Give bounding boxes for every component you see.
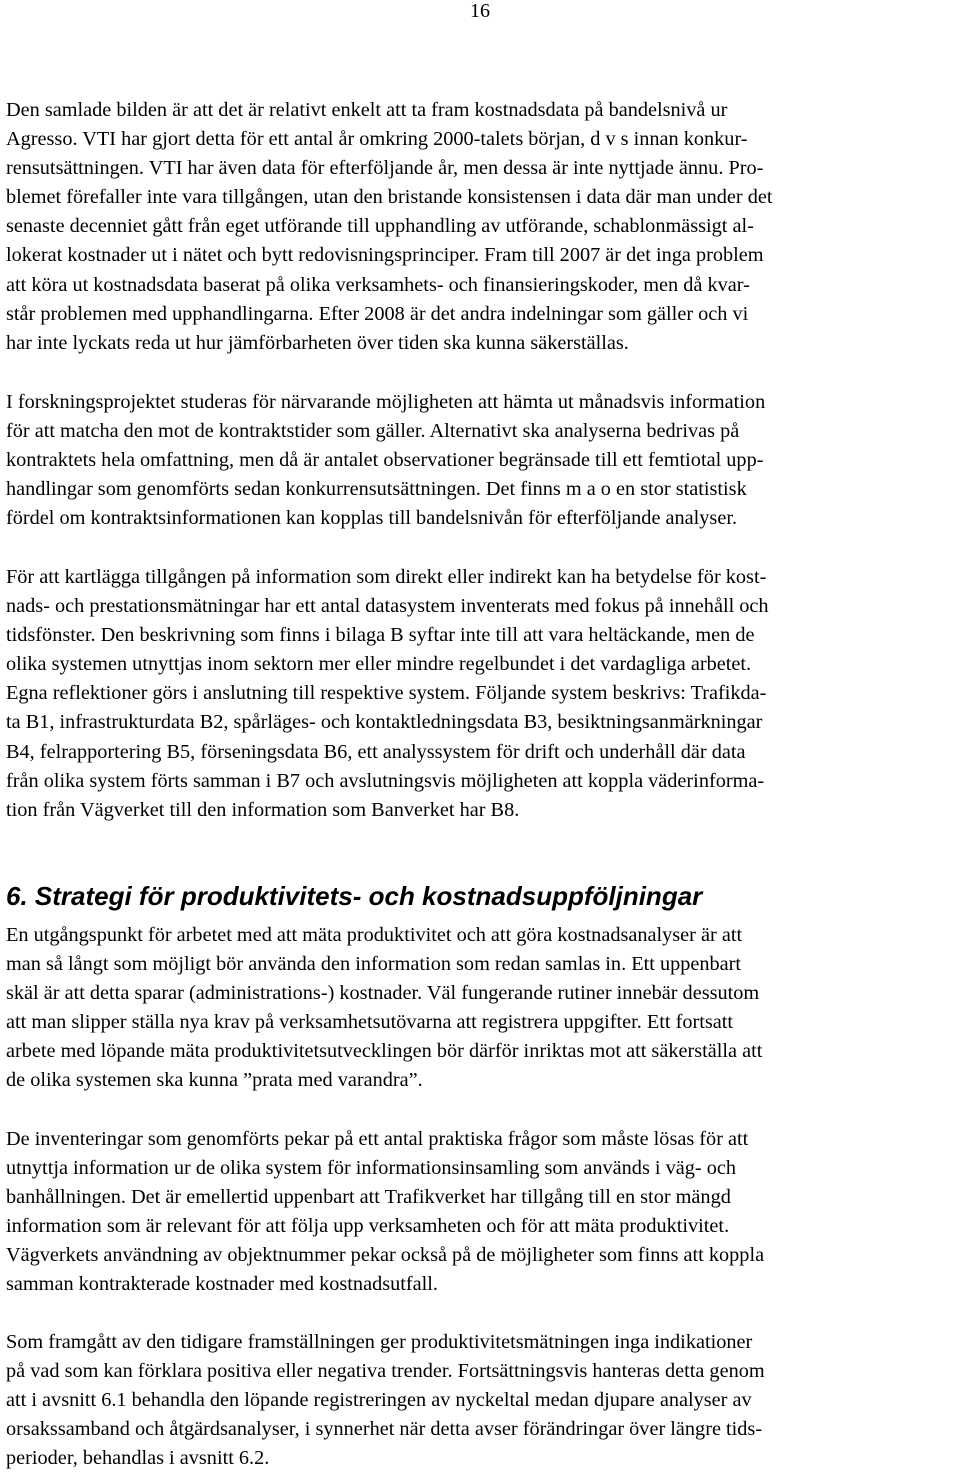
text-line: olika systemen utnyttjas inom sektorn mer eller mindre regelbundet i det vardagliga arbetet.: [6, 653, 752, 676]
text-line: från olika system förts samman i B7 och avslutningsvis möjligheten att koppla väderinforma-: [6, 769, 765, 792]
text-line: på vad som kan förklara positiva eller negativa trender. Fortsättningsvis hanteras detta genom: [6, 1360, 765, 1383]
section-paragraph-1: [6, 921, 762, 1096]
text-line: för att matcha den mot de kontraktstider som gäller. Alternativt ska analyserna bedrivas på: [6, 420, 740, 443]
text-line: Som framgått av den tidigare framställningen ger produktivitetsmätningen inga indikationer: [6, 1331, 753, 1353]
page-number: 16: [470, 0, 490, 22]
paragraph-2: [6, 388, 765, 533]
section-paragraph-3: [6, 1328, 765, 1473]
paragraph-3: [6, 563, 769, 825]
text-line: har inte lyckats reda ut hur jämförbarheten över tiden ska kunna säkerställas.: [6, 331, 629, 354]
text-line: För att kartlägga tillgången på information som direkt eller indirekt kan ha betydelse för kost-: [6, 566, 767, 588]
section-paragraph-2: [6, 1125, 764, 1300]
text-line: De inventeringar som genomförts pekar på ett antal praktiska frågor som måste lösas för att: [6, 1128, 749, 1150]
text-line: står problemen med upphandlingarna. Efter 2008 är det andra indelningar som gäller och vi: [6, 302, 749, 325]
text-line: orsakssamband och åtgärdsanalyser, i synnerhet när detta avser förändringar över längre tids-: [6, 1418, 763, 1441]
section-heading: 6. Strategi för produktivitets- och kostnadsuppföljningar: [6, 881, 703, 911]
text-line: handlingar som genomförts sedan konkurrensutsättningen. Det finns m a o en stor statistisk: [6, 478, 747, 501]
text-line: skäl är att detta sparar (administrations-) kostnader. Väl fungerande rutiner innebär dessutom: [6, 982, 760, 1005]
text-line: att i avsnitt 6.1 behandla den löpande registreringen av nyckeltal medan djupare analyser av: [6, 1389, 752, 1412]
text-line: Egna reflektioner görs i anslutning till respektive system. Följande system beskrivs: Trafikda-: [6, 682, 767, 705]
text-line: Den samlade bilden är att det är relativt enkelt att ta fram kostnadsdata på bandelsnivå ur: [6, 99, 728, 121]
text-line: samman kontrakterade kostnader med kostnadsutfall.: [6, 1273, 438, 1296]
text-line: att man slipper ställa nya krav på verksamhetsutövarna att registrera uppgifter. Ett fortsatt: [6, 1011, 734, 1034]
text-line: senaste decenniet gått från eget utförande till upphandling av utförande, schablonmässigt al-: [6, 215, 754, 238]
text-line: fördel om kontraktsinformationen kan kopplas till bandelsnivån för efterföljande analyser.: [6, 507, 738, 530]
text-line: banhållningen. Det är emellertid uppenbart att Trafikverket har tillgång till en stor mängd: [6, 1186, 731, 1209]
text-line: Vägverkets användning av objektnummer pekar också på de möjligheter som finns att koppla: [6, 1244, 765, 1267]
text-line: lokerat kostnader ut i nätet och bytt redovisningsprinciper. Fram till 2007 är det inga problem: [6, 244, 764, 267]
text-line: kontraktets hela omfattning, men då är antalet observationer begränsade till ett femtiotal upp-: [6, 449, 764, 472]
text-line: blemet förefaller inte vara tillgången, utan den bristande konsistensen i data där man under det: [6, 186, 773, 209]
text-line: tidsfönster. Den beskrivning som finns i bilaga B syftar inte till att vara heltäckande, men de: [6, 624, 755, 647]
text-line: information som är relevant för att följa upp verksamheten och för att mäta produktivitet.: [6, 1215, 730, 1238]
text-line: att köra ut kostnadsdata baserat på olika verksamhets- och finansieringskoder, men då kvar-: [6, 273, 750, 296]
text-line: B4, felrapportering B5, förseningsdata B6, ett analyssystem för drift och underhåll där data: [6, 740, 746, 763]
text-line: rensutsättningen. VTI har även data för efterföljande år, men dessa är inte nyttjade ännu. Pro-: [6, 157, 764, 180]
text-line: perioder, behandlas i avsnitt 6.2.: [6, 1447, 270, 1470]
text-line: ta B1, infrastrukturdata B2, spårläges- och kontaktledningsdata B3, besiktningsanmärkningar: [6, 711, 763, 734]
text-line: Agresso. VTI har gjort detta för ett antal år omkring 2000-talets början, d v s innan konkur-: [6, 128, 748, 151]
text-line: arbete med löpande mäta produktivitetsutvecklingen bör därför inriktas mot att säkerställa att: [6, 1040, 763, 1063]
text-line: En utgångspunkt för arbetet med att mäta produktivitet och att göra kostnadsanalyser är att: [6, 924, 743, 946]
text-line: de olika systemen ska kunna ”prata med varandra”.: [6, 1069, 423, 1092]
text-line: nads- och prestationsmätningar har ett antal datasystem inventerats med fokus på innehåll och: [6, 595, 769, 618]
text-line: utnyttja information ur de olika system för informationsinsamling som används i väg- och: [6, 1157, 736, 1180]
text-line: man så långt som möjligt bör använda den information som redan samlas in. Ett uppenbart: [6, 953, 742, 976]
paragraph-1: [6, 96, 772, 358]
text-line: I forskningsprojektet studeras för närvarande möjligheten att hämta ut månadsvis information: [6, 391, 766, 413]
text-line: tion från Vägverket till den information som Banverket har B8.: [6, 798, 520, 821]
